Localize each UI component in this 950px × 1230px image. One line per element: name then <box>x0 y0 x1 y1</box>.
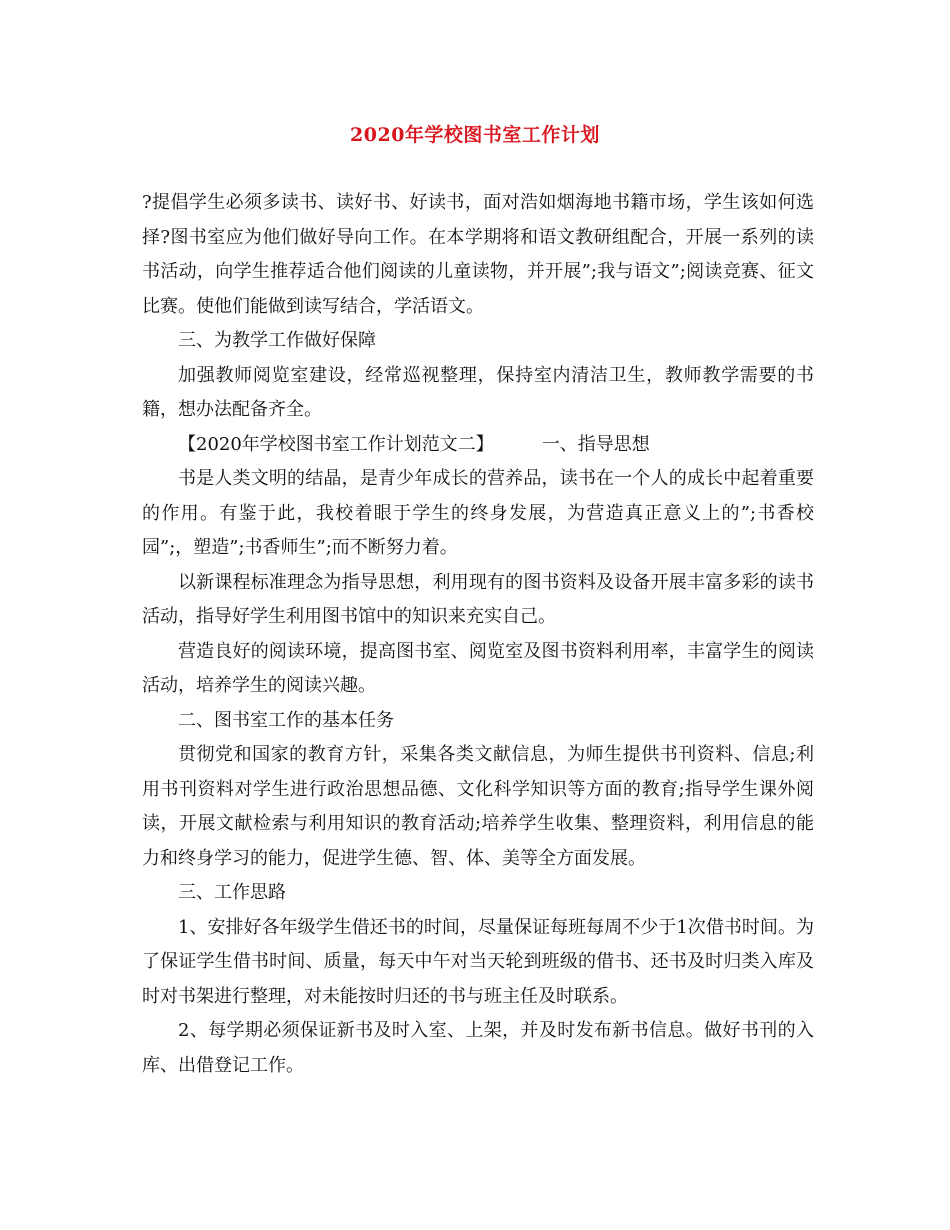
guiding-ideology-heading: 一、指导思想 <box>541 433 650 455</box>
paragraph-new-curriculum: 以新课程标准理念为指导思想，利用现有的图书资料及设备开展丰富多彩的读书活动，指导好学生利用图书馆中的知识来充实自己。 <box>142 571 814 627</box>
paragraph-new-books: 2、每学期必须保证新书及时入室、上架，并及时发布新书信息。做好书刊的入库、出借登记工作。 <box>142 1020 814 1076</box>
sample-two-label: 【2020年学校图书室工作计划范文二】 <box>178 433 494 455</box>
paragraph-reading-environment: 营造良好的阅读环境，提高图书室、阅览室及图书资料利用率，丰富学生的阅读活动，培养学生的阅读兴趣。 <box>142 640 814 696</box>
sample-two-heading-line <box>142 428 814 463</box>
section-heading-teaching-support: 三、为教学工作做好保障 <box>178 330 376 351</box>
document-title: 2020年学校图书室工作计划 <box>350 124 600 146</box>
paragraph-education-policy: 贯彻党和国家的教育方针，采集各类文献信息，为师生提供书刊资料、信息;利用书刊资料对学生进行政治思想品德、文化科学知识等方面的教育;指导学生课外阅读，开展文献检索与利用知识的教育活动;培养学生收集、整理资料，利用信息的能力和终身学习的能力，促进学生德、智、体、美等全方面发展。 <box>142 744 814 869</box>
paragraph-intro: ?提倡学生必须多读书、读好书、好读书，面对浩如烟海地书籍市场，学生该如何选择?图书室应为他们做好导向工作。在本学期将和语文教研组配合，开展一系列的读书活动，向学生推荐适合他们阅读的儿童读物，并开展”;我与语文”;阅读竞赛、征文比赛。使他们能做到读写结合，学活语文。 <box>142 192 814 317</box>
paragraph-teacher-reading-room: 加强教师阅览室建设，经常巡视整理，保持室内清洁卫生，教师教学需要的书籍，想办法配备齐全。 <box>142 364 814 420</box>
section-heading-work-approach: 三、工作思路 <box>178 882 286 903</box>
section-heading-basic-tasks: 二、图书室工作的基本任务 <box>178 709 394 731</box>
paragraph-books-civilization: 书是人类文明的结晶，是青少年成长的营养品，读书在一个人的成长中起着重要的作用。有鉴于此，我校着眼于学生的终身发展，为营造真正意义上的”;书香校园”;，塑造”;书香师生”;而不断努力着。 <box>142 468 814 558</box>
document-body <box>142 186 814 1083</box>
paragraph-borrowing-schedule: 1、安排好各年级学生借还书的时间，尽量保证每班每周不少于1次借书时间。为了保证学生借书时间、质量，每天中午对当天轮到班级的借书、还书及时归类入库及时对书架进行整理，对未能按时归还的书与班主任及时联系。 <box>142 916 814 1007</box>
